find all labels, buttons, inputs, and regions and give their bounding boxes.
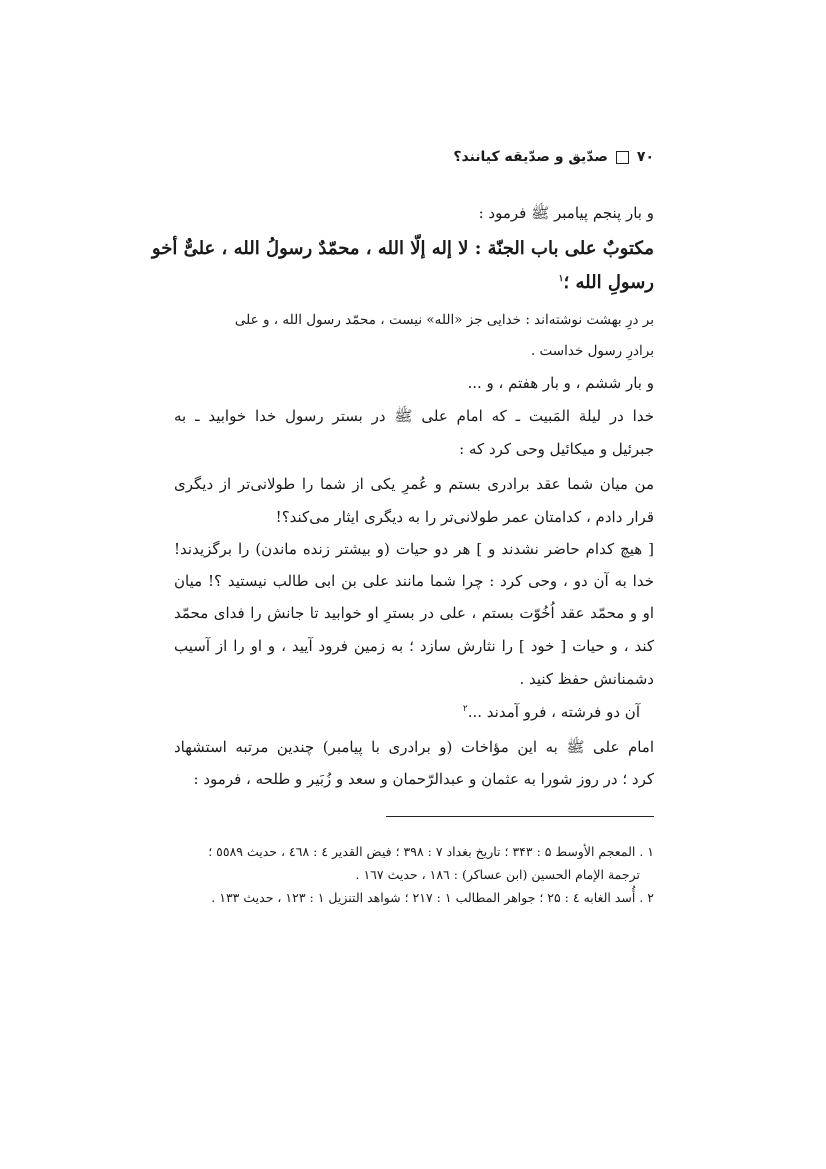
paragraph-line: خدا به آن دو ، وحی کرد : چرا شما مانند علی بن ابی طالب نیستید ؟! میان [174, 572, 654, 590]
footnote-line: ترجمة الإمام الحسین (ابن عساکر) : ۱۸٦ ، حدیث ۱٦۷ . [355, 867, 640, 882]
paragraph-line: دشمنانش حفظ کنید . [519, 670, 654, 688]
paragraph-line [463, 705, 640, 720]
paragraph-line: قرار دادم ، کدامتان عمر طولانی‌تر را به دیگری ایثار می‌کند؟! [275, 508, 654, 526]
running-header [453, 149, 654, 165]
paragraph-line: و بار پنجم پیامبر ﷺ فرمود : [478, 204, 654, 222]
chapter-title: صدّیق و صدّیقه کیانند؟ [453, 149, 608, 165]
translation-line: بر درِ بهشت نوشته‌اند : خدایی جز «الله» نیست ، محمّد رسول الله ، و علی [234, 312, 654, 328]
footnote-line: ۲ . أُسد الغابه ٤ : ۲۵ ؛ جواهر المطالب ۱ : ۲۱۷ ؛ شواهد التنزیل ۱ : ۱۲۳ ، حدیث ۱۳۳ . [211, 890, 654, 905]
footnote-divider [386, 816, 654, 817]
paragraph-line: جبرئیل و میکائیل وحی کرد که : [459, 440, 654, 458]
arabic-quote-line: مکتوبٌ علی باب الجنّة : لا إله إلّا الله ، محمّدٌ رسولُ الله ، علیٌّ أخو [151, 238, 654, 259]
paragraph-line: کرد ؛ در روز شورا به عثمان و عبدالرّحمان و سعد و زُبَیر و طلحه ، فرمود : [193, 770, 654, 788]
paragraph-line: خدا در لیلة المَبیت ـ که امام علی ﷺ در بستر رسول خدا خوابید ـ به [174, 407, 654, 425]
quote-text: رسولِ الله ؛ [563, 272, 654, 293]
page-number: ۷۰ [636, 149, 654, 165]
footnote-ref: ۱ [558, 274, 564, 284]
paragraph-line: و بار ششم ، و بار هفتم ، و ... [467, 374, 654, 392]
paragraph-text: آن دو فرشته ، فرو آمدند ... [467, 703, 640, 721]
paragraph-line: امام علی ﷺ به این مؤاخات (و برادری با پیامبر) چندین مرتبه استشهاد [174, 738, 654, 756]
paragraph-line: من میان شما عقد برادری بستم و عُمرِ یکی از شما را طولانی‌تر از دیگری [174, 475, 654, 493]
footnote-line: ۱ . المعجم الأوسط ۵ : ۳۴۳ ؛ تاریخ بغداد ۷ : ۳۹۸ ؛ فیض القدیر ٤ : ٤٦٨ ، حدیث ٥٥٨٩ ؛ [208, 844, 654, 859]
arabic-quote-line [559, 274, 654, 292]
footnote-ref: ۲ [462, 704, 468, 714]
paragraph-line: کند ، و حیات [ خود ] را نثارش سازد ؛ به زمین فرود آیید ، و او را از آسیب [174, 637, 654, 655]
square-bullet-icon [616, 151, 629, 164]
paragraph-line: او و محمّد عقد اُخُوّت بستم ، علی در بسترِ او خوابید تا جانش را فدای محمّد [174, 604, 654, 622]
paragraph-line: [ هیچ کدام حاضر نشدند و ] هر دو حیات (و بیشتر زنده ماندن) را برگزیدند! [174, 540, 654, 558]
translation-line: برادرِ رسول خداست . [530, 343, 654, 359]
